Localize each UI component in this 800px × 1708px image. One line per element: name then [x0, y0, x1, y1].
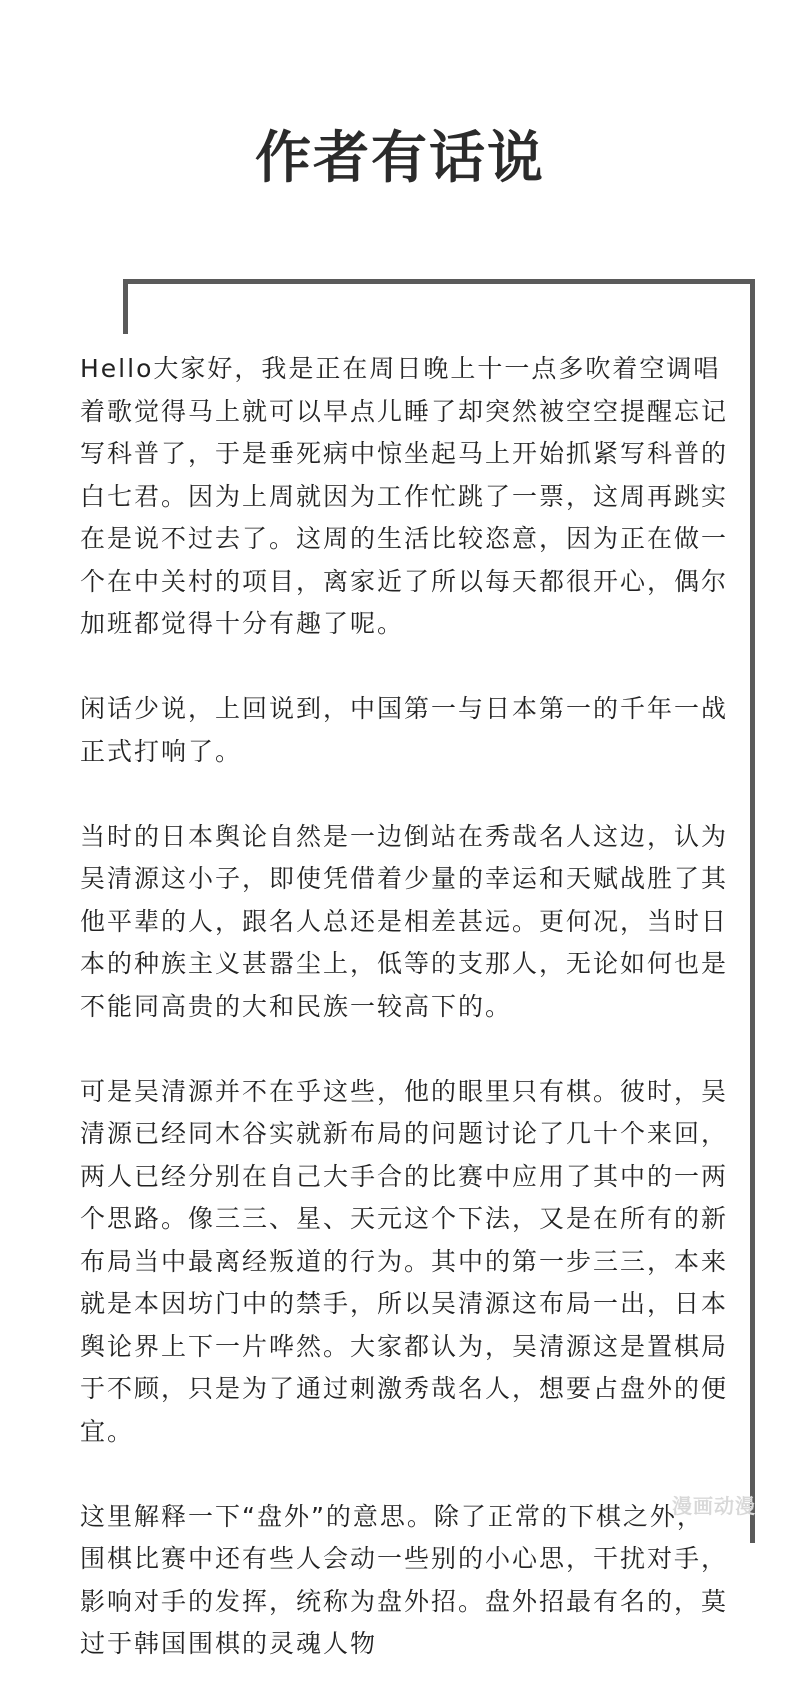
paragraph-intro: Hello大家好，我是正在周日晚上十一点多吹着空调唱着歌觉得马上就可以早点儿睡了却突然被空空提醒忘记写科普了，于是垂死病中惊坐起马上开始抓紧写科普的白七君。因为上周就因为工作忙跳了一票，这周再跳实在是说不过去了。这周的生活比较恣意，因为正在做一个在中关村的项目，离家近了所以每天都很开心，偶尔加班都觉得十分有趣了呢。: [80, 354, 729, 638]
page-title: 作者有话说: [255, 125, 545, 191]
paragraph-off-board-explanation: 这里解释一下“盘外”的意思。除了正常的下棋之外，围棋比赛中还有些人会动一些别的小心思，干扰对手，影响对手的发挥，统称为盘外招。盘外招最有名的，莫过于韩国围棋的灵魂人物: [80, 1501, 729, 1658]
frame-top-border: [123, 279, 755, 284]
frame-right-border: [750, 279, 755, 1543]
frame-left-border: [123, 279, 128, 334]
watermark-logo: 漫画动漫: [672, 1494, 756, 1518]
article-body: [80, 348, 728, 1708]
paragraph-new-opening: 可是吴清源并不在乎这些，他的眼里只有棋。彼时，吴清源已经同木谷实就新布局的问题讨论了几十个来回，两人已经分别在自己大手合的比赛中应用了其中的一两个思路。像三三、星、天元这个下法，又是在所有的新布局当中最离经叛道的行为。其中的第一步三三，本来就是本因坊门中的禁手，所以吴清源这布局一出，日本舆论界上下一片哗然。大家都认为，吴清源这是置棋局于不顾，只是为了通过刺激秀哉名人，想要占盘外的便宜。: [80, 1076, 729, 1446]
paragraph-public-opinion: 当时的日本舆论自然是一边倒站在秀哉名人这边，认为吴清源这小子，即使凭借着少量的幸运和天赋战胜了其他平辈的人，跟名人总还是相差甚远。更何况，当时日本的种族主义甚嚣尘上，低等的支那人，无论如何也是不能同高贵的大和民族一较高下的。: [80, 821, 729, 1021]
paragraph-transition: 闲话少说，上回说到，中国第一与日本第一的千年一战正式打响了。: [80, 694, 729, 766]
